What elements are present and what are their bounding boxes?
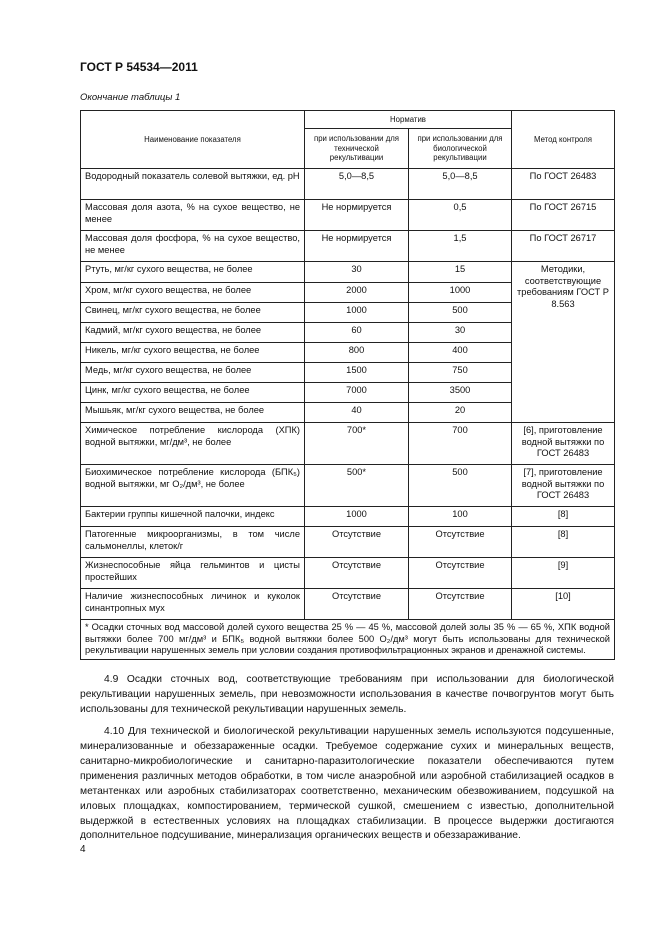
indicator-cell: Цинк, мг/кг сухого вещества, не более bbox=[81, 383, 305, 403]
bio-value: 1,5 bbox=[409, 231, 512, 262]
paragraph-4-10: 4.10 Для технической и биологической рекультивации нарушенных земель используются подсушенные, минерализованные и обеззараженные осадки. Требуемое содержание сухих и минеральных веществ, санитарно-микробиологические и санитарно-паразитологические показатели обеспечиваются путем применения различных методов обработки, в том числе анаэробной или аэробной стабилизацией осадков в метантенках или аэробных стабилизаторах соответственно, механическим обезвоживанием, подсушкой на иловых площадках, компостированием, термической сушкой, смешением с известью, дополнительной выдержкой в естественных условиях на площадках стабилизации. В процессе выдержки достигаются дополнительное подсушивание, минерализация органических веществ и обеззараживание. bbox=[80, 726, 614, 842]
bio-value: Отсутствие bbox=[409, 558, 512, 589]
bio-value: 100 bbox=[409, 507, 512, 527]
indicator-cell: Химическое потребление кислорода (ХПК) водной вытяжки, мг/дм³, не более bbox=[81, 423, 305, 465]
tech-value: 60 bbox=[305, 323, 409, 343]
method-cell: По ГОСТ 26715 bbox=[512, 200, 615, 231]
indicator-cell: Медь, мг/кг сухого вещества, не более bbox=[81, 363, 305, 383]
header-tech: при использовании для технической рекультивации bbox=[305, 129, 409, 169]
indicator-cell: Ртуть, мг/кг сухого вещества, не более bbox=[81, 262, 305, 283]
tech-value: 30 bbox=[305, 262, 409, 283]
table-row bbox=[81, 169, 615, 200]
indicator-cell: Бактерии группы кишечной палочки, индекс bbox=[81, 507, 305, 527]
bio-value: Отсутствие bbox=[409, 527, 512, 558]
tech-value: 7000 bbox=[305, 383, 409, 403]
indicator-cell: Массовая доля фосфора, % на сухое вещество, не менее bbox=[81, 231, 305, 262]
method-cell: [8] bbox=[512, 527, 615, 558]
method-cell: По ГОСТ 26717 bbox=[512, 231, 615, 262]
table-row bbox=[81, 465, 615, 507]
tech-value: Не нормируется bbox=[305, 231, 409, 262]
table-row bbox=[81, 527, 615, 558]
bio-value: 3500 bbox=[409, 383, 512, 403]
indicator-cell: Свинец, мг/кг сухого вещества, не более bbox=[81, 303, 305, 323]
indicator-cell: Водородный показатель солевой вытяжки, ед. pH bbox=[81, 169, 305, 200]
method-cell: [10] bbox=[512, 589, 615, 620]
method-cell: [7], приготовление водной вытяжки по ГОСТ 26483 bbox=[512, 465, 615, 507]
bio-value: 750 bbox=[409, 363, 512, 383]
tech-value: Не нормируется bbox=[305, 200, 409, 231]
bio-value: 700 bbox=[409, 423, 512, 465]
table-row bbox=[81, 423, 615, 465]
bio-value: 1000 bbox=[409, 283, 512, 303]
method-cell: [9] bbox=[512, 558, 615, 589]
tech-value: 1000 bbox=[305, 303, 409, 323]
bio-value: 15 bbox=[409, 262, 512, 283]
table-row bbox=[81, 558, 615, 589]
bio-value: 500 bbox=[409, 465, 512, 507]
bio-value: 5,0—8,5 bbox=[409, 169, 512, 200]
table-row bbox=[81, 262, 615, 283]
header-norm: Норматив bbox=[305, 111, 512, 129]
tech-value: 700* bbox=[305, 423, 409, 465]
indicator-cell: Наличие жизнеспособных личинок и куколок синантропных мух bbox=[81, 589, 305, 620]
page-number: 4 bbox=[80, 844, 86, 855]
tech-value: 40 bbox=[305, 403, 409, 423]
standard-header: ГОСТ Р 54534—2011 bbox=[80, 60, 198, 74]
header-bio: при использовании для биологической рекультивации bbox=[409, 129, 512, 169]
bio-value: Отсутствие bbox=[409, 589, 512, 620]
bio-value: 500 bbox=[409, 303, 512, 323]
method-cell: По ГОСТ 26483 bbox=[512, 169, 615, 200]
indicator-cell: Мышьяк, мг/кг сухого вещества, не более bbox=[81, 403, 305, 423]
tech-value: 1500 bbox=[305, 363, 409, 383]
method-cell: [8] bbox=[512, 507, 615, 527]
method-cell: [6], приготовление водной вытяжки по ГОСТ 26483 bbox=[512, 423, 615, 465]
tech-value: Отсутствие bbox=[305, 527, 409, 558]
table-row bbox=[81, 589, 615, 620]
tech-value: Отсутствие bbox=[305, 589, 409, 620]
table-row bbox=[81, 200, 615, 231]
bio-value: 400 bbox=[409, 343, 512, 363]
bio-value: 30 bbox=[409, 323, 512, 343]
paragraph-4-9: 4.9 Осадки сточных вод, соответствующие требованиям при использовании для биологической рекультивации нарушенных земель, при невозможности использования в качестве почвогрунтов могут быть использованы для технической рекультивации нарушенных земель. bbox=[80, 674, 614, 715]
bio-value: 20 bbox=[409, 403, 512, 423]
norms-table bbox=[80, 110, 615, 660]
indicator-cell: Кадмий, мг/кг сухого вещества, не более bbox=[81, 323, 305, 343]
indicator-cell: Патогенные микроорганизмы, в том числе сальмонеллы, клеток/г bbox=[81, 527, 305, 558]
tech-value: Отсутствие bbox=[305, 558, 409, 589]
indicator-cell: Никель, мг/кг сухого вещества, не более bbox=[81, 343, 305, 363]
bio-value: 0,5 bbox=[409, 200, 512, 231]
tech-value: 5,0—8,5 bbox=[305, 169, 409, 200]
indicator-cell: Массовая доля азота, % на сухое вещество, не менее bbox=[81, 200, 305, 231]
table-row bbox=[81, 507, 615, 527]
header-indicator: Наименование показателя bbox=[81, 111, 305, 169]
indicator-cell: Жизнеспособные яйца гельминтов и цисты простейших bbox=[81, 558, 305, 589]
footnote-row bbox=[81, 620, 615, 660]
metals-method-cell: Методики, соответствующие требованиям ГОСТ Р 8.563 bbox=[512, 262, 615, 423]
tech-value: 2000 bbox=[305, 283, 409, 303]
table-row bbox=[81, 231, 615, 262]
tech-value: 1000 bbox=[305, 507, 409, 527]
indicator-cell: Биохимическое потребление кислорода (БПК₅) водной вытяжки, мг O₂/дм³, не более bbox=[81, 465, 305, 507]
table-caption: Окончание таблицы 1 bbox=[80, 92, 181, 103]
indicator-cell: Хром, мг/кг сухого вещества, не более bbox=[81, 283, 305, 303]
header-method: Метод контроля bbox=[512, 111, 615, 169]
tech-value: 500* bbox=[305, 465, 409, 507]
table-footnote: * Осадки сточных вод массовой долей сухого вещества 25 % — 45 %, массовой долей золы 35 % — 65 %, ХПК водной вытяжки более 700 мг/дм³ и БПК₅ водной вытяжки более 500 O₂/дм³ могут быть использованы для технической рекультивации нарушенных земель при условии создания противофильтрационных экранов и дренажной системы. bbox=[81, 620, 615, 660]
tech-value: 800 bbox=[305, 343, 409, 363]
